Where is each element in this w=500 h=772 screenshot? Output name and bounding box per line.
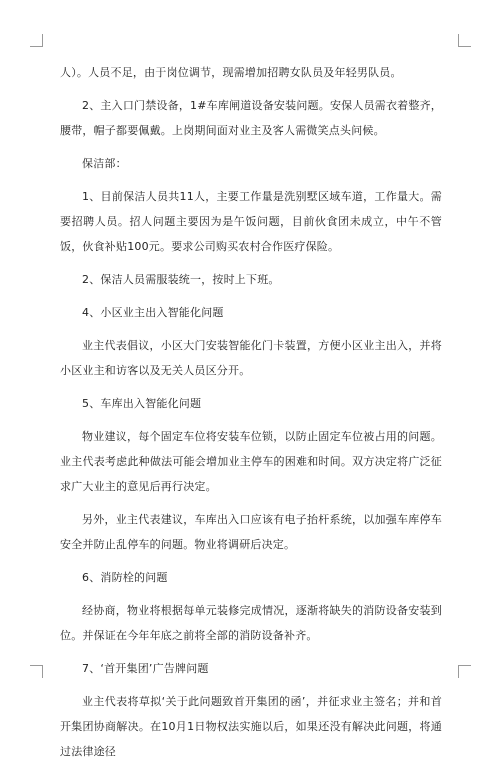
paragraph-item-4: 业主代表倡议，小区大门安装智能化门卡装置，方便小区业主出入，并将小区业主和访客以及无关人员区分开。: [60, 339, 442, 377]
paragraph-cleaning-item-1: 1、目前保洁人员共11人，主要工作量是洗别墅区域车道，工作量大。需要招聘人员。招人问题主要因为是午饭问题，目前伙食团未成立，中午不管饭，伙食补贴100元。要求公司购买农村合作医疗保险。: [60, 190, 442, 253]
crop-mark-bottom-right: [458, 665, 471, 678]
paragraph-item-7: 业主代表将草拟‘关于此问题致首开集团的函’，并征求业主签名；并和首开集团协商解决。在10月1日物权法实施以后，如果还没有解决此问题，将通过法律途径: [60, 695, 442, 758]
heading-item-7: 7、‘首开集团’广告牌问题: [82, 662, 209, 675]
crop-mark-bottom-left: [30, 665, 43, 678]
paragraph-item-5-extra: 另外，业主代表建议，车库出入口应该有电子抬杆系统，以加强车库停车安全并防止乱停车的问题。物业将调研后决定。: [60, 513, 442, 551]
paragraph-security-item-2: 2、主入口门禁设备，1#车库闸道设备安装问题。安保人员需衣着整齐，腰带，帽子都要佩戴。上岗期间面对业主及客人需微笑点头问候。: [60, 99, 442, 137]
section-heading-cleaning: 保洁部：: [82, 157, 127, 170]
heading-item-5: 5、车库出入智能化问题: [82, 397, 202, 410]
paragraph-item-6: 经协商，物业将根据每单元装修完成情况，逐渐将缺失的消防设备安装到位。并保证在今年年底之前将全部的消防设备补齐。: [60, 604, 442, 642]
heading-item-4: 4、小区业主出入智能化问题: [82, 306, 224, 319]
crop-mark-top-left: [30, 34, 43, 47]
paragraph-item-5: 物业建议，每个固定车位将安装车位锁，以防止固定车位被占用的问题。业主代表考虑此种做法可能会增加业主停车的困难和时间。双方决定将广泛征求广大业主的意见后再行决定。: [60, 430, 442, 493]
crop-mark-top-right: [458, 34, 471, 47]
document-body: [60, 60, 442, 772]
paragraph-cleaning-item-2: 2、保洁人员需服装统一，按时上下班。: [82, 273, 280, 286]
paragraph-continuation: 人）。人员不足，由于岗位调节，现需增加招聘女队员及年轻男队员。: [60, 66, 402, 79]
heading-item-6: 6、消防栓的问题: [82, 571, 168, 584]
